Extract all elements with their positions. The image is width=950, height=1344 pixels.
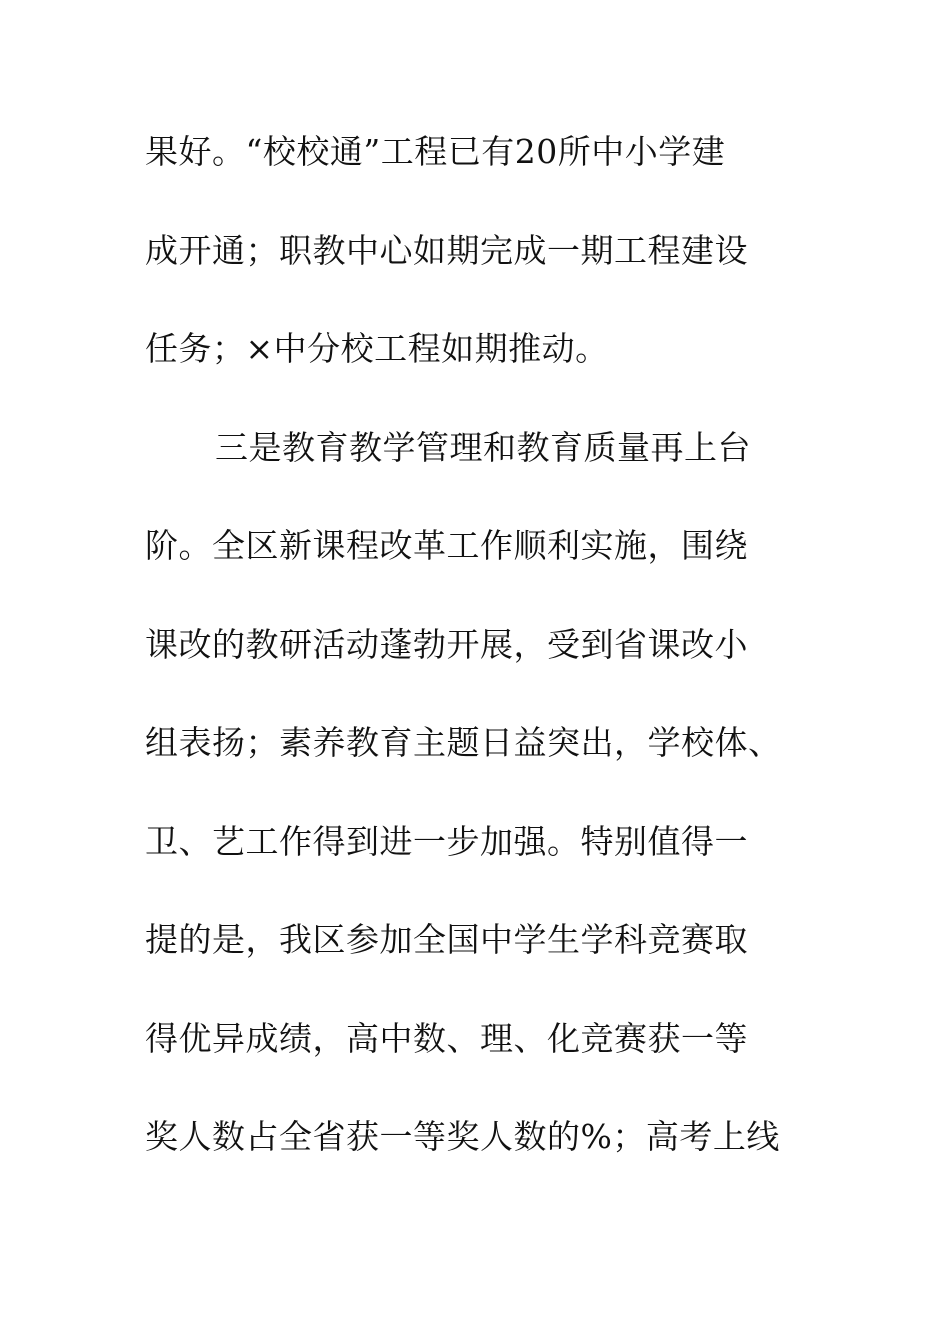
text-line: 成开通；职教中心如期完成一期工程建设	[145, 230, 748, 270]
text-line: 组表扬；素养教育主题日益突出，学校体、	[145, 723, 782, 762]
text-line: 果好。“校校通”工程已有20所中小学建	[145, 132, 726, 171]
paragraph-first-line: 三是教育教学管理和教育质量再上台	[215, 427, 751, 467]
document-body	[145, 124, 805, 1208]
text-line: 课改的教研活动蓬勃开展，受到省课改小	[145, 624, 748, 664]
text-line: 提的是，我区参加全国中学生学科竞赛取	[145, 920, 748, 959]
text-line: 卫、艺工作得到进一步加强。特别值得一	[145, 821, 748, 861]
text-line: 得优异成绩，高中数、理、化竞赛获一等	[145, 1018, 748, 1058]
text-line: 奖人数占全省获一等奖人数的%；高考上线	[145, 1117, 780, 1156]
text-line: 阶。全区新课程改革工作顺利实施，围绕	[145, 526, 748, 565]
text-line: 任务；×中分校工程如期推动。	[145, 329, 609, 368]
